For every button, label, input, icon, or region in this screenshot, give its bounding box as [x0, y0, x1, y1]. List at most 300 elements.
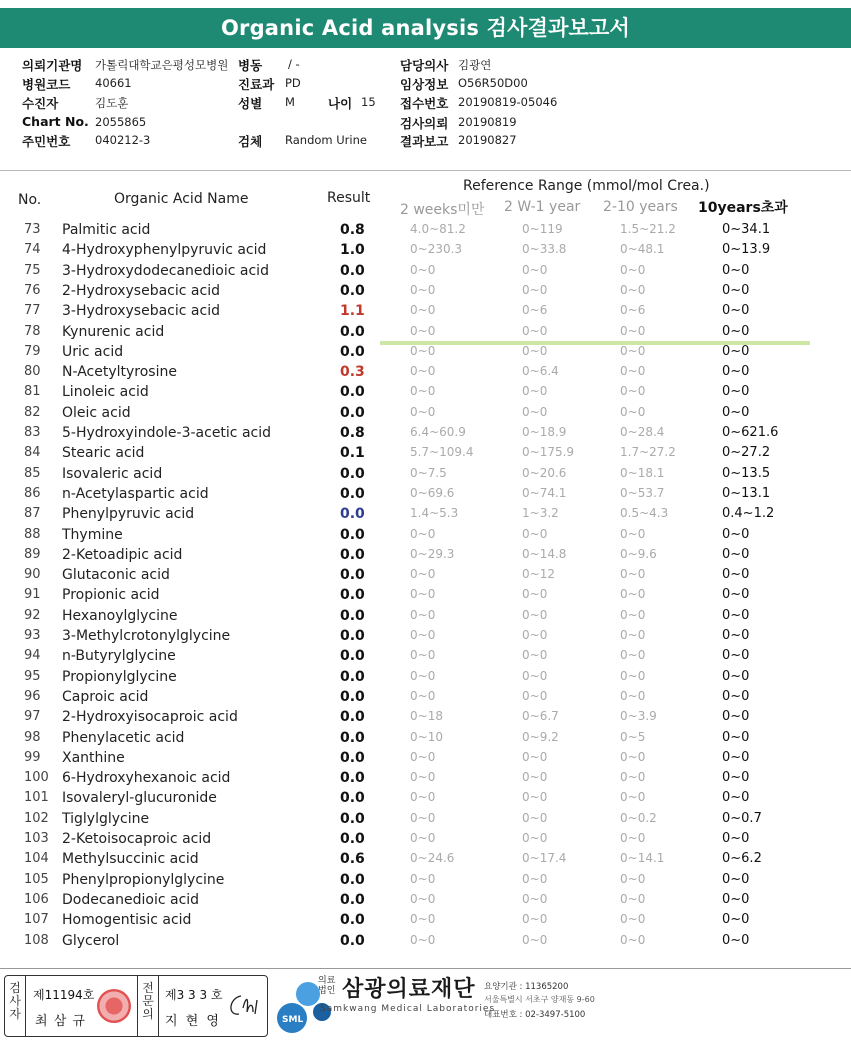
row-number: 80 [24, 364, 41, 380]
table-row [0, 283, 851, 303]
org-phone: 대표번호 : 02-3497-5100 [484, 1010, 586, 1020]
org-name: 삼광의료재단 [342, 977, 476, 1002]
info-label: 주민번호 [22, 134, 71, 149]
result-value: 0.0 [340, 465, 365, 482]
row-number: 88 [24, 526, 41, 542]
acid-name: Uric acid [62, 343, 124, 360]
range-2-10y: 0~0 [620, 343, 646, 358]
signature-icon [223, 988, 263, 1024]
range-2w-1y: 0~0 [522, 384, 548, 399]
row-number: 102 [24, 810, 49, 826]
table-row [0, 405, 851, 425]
range-2w-1y: 0~0 [522, 912, 548, 927]
row-number: 82 [24, 404, 41, 420]
table-row [0, 425, 851, 445]
table-row [0, 303, 851, 323]
range-2weeks: 0~0 [410, 912, 436, 927]
row-number: 99 [24, 749, 41, 765]
acid-name: 2-Hydroxyisocaproic acid [62, 709, 238, 726]
result-value: 0.0 [340, 668, 365, 685]
table-row [0, 222, 851, 242]
result-value: 0.0 [340, 709, 365, 726]
acid-name: Phenylpropionylglycine [62, 871, 225, 888]
range-over-10y: 0~0 [722, 364, 750, 380]
acid-name: N-Acetyltyrosine [62, 364, 177, 381]
age-label: 나이 [328, 96, 353, 111]
info-label: Chart No. [22, 114, 89, 129]
range-2w-1y: 0~119 [522, 222, 563, 236]
range-over-10y: 0~0 [722, 323, 750, 339]
range-2w-1y: 0~0 [522, 323, 548, 338]
range-2weeks: 0~0 [410, 323, 436, 338]
range-2weeks: 0~0 [410, 526, 436, 541]
table-row [0, 872, 851, 892]
range-over-10y: 0~0.7 [722, 810, 762, 826]
range-2w-1y: 0~0 [522, 871, 548, 886]
range-over-10y: 0~13.9 [722, 242, 771, 258]
range-over-10y: 0~0 [722, 607, 750, 623]
range-2-10y: 1.7~27.2 [620, 445, 676, 460]
range-2weeks: 0~0 [410, 343, 436, 358]
range-2w-1y: 0~0 [522, 587, 548, 602]
range-2w-1y: 0~6.4 [522, 364, 559, 379]
table-row [0, 730, 851, 750]
info-label: 결과보고 [400, 134, 449, 149]
row-number: 84 [24, 445, 41, 461]
result-value: 0.0 [340, 891, 365, 908]
row-number: 89 [24, 546, 41, 562]
range-2-10y: 0~5 [620, 729, 646, 744]
result-value: 0.0 [340, 587, 365, 604]
range-2-10y: 0~0 [620, 364, 646, 379]
report-title-bar [0, 8, 851, 48]
row-number: 74 [24, 242, 41, 258]
range-2w-1y: 0~6 [522, 303, 548, 318]
acid-name: Stearic acid [62, 445, 145, 462]
acid-name: Glycerol [62, 932, 120, 949]
range-over-10y: 0~0 [722, 932, 750, 948]
col-range-2: 2 W-1 year [504, 199, 581, 215]
result-value: 0.0 [340, 932, 365, 949]
acid-name: n-Butyrylglycine [62, 648, 176, 665]
col-no: No. [18, 192, 42, 208]
range-2-10y: 0~0 [620, 587, 646, 602]
range-2weeks: 0~0 [410, 932, 436, 947]
range-2-10y: 0~0 [620, 912, 646, 927]
acid-name: Methylsuccinic acid [62, 851, 199, 868]
acid-name: 3-Hydroxydodecanedioic acid [62, 262, 269, 279]
range-over-10y: 0~0 [722, 668, 750, 684]
range-2-10y: 0~0 [620, 323, 646, 338]
range-2w-1y: 0~33.8 [522, 242, 567, 257]
row-number: 103 [24, 831, 49, 846]
range-2w-1y: 0~0 [522, 526, 548, 541]
range-2-10y: 0~0 [620, 932, 646, 947]
patient-info [0, 52, 851, 170]
range-2w-1y: 0~0 [522, 770, 548, 785]
info-label: 검체 [238, 134, 263, 149]
row-number: 92 [24, 607, 41, 623]
acid-name: 2-Hydroxysebacic acid [62, 282, 220, 299]
range-over-10y: 0~0 [722, 871, 750, 887]
range-2weeks: 1.4~5.3 [410, 506, 459, 521]
acid-name: Hexanoylglycine [62, 607, 178, 624]
org-code: 요양기관 : 11365200 [484, 982, 569, 992]
info-label: 검사의뢰 [400, 116, 449, 131]
row-number: 86 [24, 485, 41, 501]
range-2-10y: 0~0 [620, 628, 646, 642]
row-number: 108 [24, 932, 49, 948]
logo-badge: SML [282, 1015, 304, 1025]
range-2w-1y: 0~14.8 [522, 546, 567, 561]
range-2w-1y: 0~0 [522, 404, 548, 419]
row-number: 105 [24, 871, 49, 887]
row-number: 87 [24, 506, 41, 522]
range-over-10y: 0~0 [722, 688, 750, 704]
range-2w-1y: 0~20.6 [522, 465, 567, 480]
info-label: 수진자 [22, 96, 59, 111]
range-2weeks: 6.4~60.9 [410, 425, 466, 439]
result-value: 0.0 [340, 688, 365, 705]
org-prefix: 의료법인 [318, 976, 336, 996]
range-2weeks: 0~0 [410, 567, 436, 582]
result-value: 0.0 [340, 384, 365, 401]
range-2weeks: 0~0 [410, 648, 436, 663]
range-2-10y: 0~0 [620, 526, 646, 541]
col-range-1: 2 weeks미만 [400, 202, 485, 218]
result-value: 0.0 [340, 343, 365, 360]
row-number: 96 [24, 688, 41, 704]
range-2weeks: 0~7.5 [410, 465, 447, 480]
range-2weeks: 0~0 [410, 607, 436, 622]
range-2w-1y: 0~0 [522, 749, 548, 764]
result-value: 0.0 [340, 831, 365, 847]
table-row [0, 324, 851, 344]
range-2w-1y: 0~17.4 [522, 851, 567, 866]
result-value: 0.0 [340, 790, 365, 807]
range-2w-1y: 0~0 [522, 891, 548, 906]
table-row [0, 790, 851, 810]
info-label: 의뢰기관명 [22, 58, 83, 73]
examiner-name: 최 삼 규 [35, 1014, 86, 1029]
range-over-10y: 0~13.5 [722, 465, 771, 481]
info-value: / - [288, 57, 300, 71]
row-number: 97 [24, 709, 41, 725]
acid-name: Xanthine [62, 749, 125, 766]
acid-name: Dodecanedioic acid [62, 891, 200, 908]
range-over-10y: 0~13.1 [722, 485, 771, 501]
range-2-10y: 0~6 [620, 303, 646, 318]
range-over-10y: 0~0 [722, 587, 750, 603]
row-number: 95 [24, 668, 41, 684]
info-value: 040212-3 [95, 133, 151, 147]
info-value: 2055865 [95, 115, 147, 129]
footer [0, 968, 851, 1040]
row-number: 104 [24, 851, 49, 867]
range-2-10y: 0~0 [620, 749, 646, 764]
info-value: Random Urine [285, 133, 367, 147]
examiner-label: 검 사 자 [9, 981, 21, 1021]
range-2w-1y: 0~12 [522, 567, 555, 582]
specialist-label: 전 문 의 [142, 981, 154, 1021]
row-number: 100 [24, 770, 49, 786]
range-2weeks: 0~0 [410, 770, 436, 785]
range-2-10y: 0~0 [620, 831, 646, 845]
result-value: 0.6 [340, 851, 365, 868]
range-over-10y: 0~34.1 [722, 222, 771, 237]
range-2-10y: 0~48.1 [620, 242, 665, 257]
range-over-10y: 0~0 [722, 648, 750, 664]
acid-name: Isovaleryl-glucuronide [62, 790, 217, 807]
result-value: 0.0 [340, 729, 365, 746]
table-row [0, 587, 851, 607]
range-over-10y: 0~0 [722, 729, 750, 745]
range-over-10y: 0~0 [722, 303, 750, 319]
table-row [0, 933, 851, 953]
range-2w-1y: 0~6.7 [522, 709, 559, 724]
range-2weeks: 4.0~81.2 [410, 222, 466, 236]
info-value: O56R50D00 [458, 76, 528, 90]
col-reference: Reference Range (mmol/mol Crea.) [463, 178, 710, 194]
result-value: 0.0 [340, 546, 365, 563]
col-name: Organic Acid Name [114, 191, 249, 207]
row-number: 98 [24, 729, 41, 745]
examiner-license: 제11194호 [33, 988, 95, 1002]
result-value: 0.0 [340, 749, 365, 766]
table-row [0, 811, 851, 831]
info-value: M [285, 95, 295, 109]
row-number: 83 [24, 425, 41, 440]
row-number: 101 [24, 790, 49, 806]
result-value: 0.1 [340, 445, 365, 462]
row-number: 107 [24, 912, 49, 928]
acid-name: 2-Ketoadipic acid [62, 546, 183, 563]
range-over-10y: 0~0 [722, 567, 750, 583]
range-2w-1y: 0~175.9 [522, 445, 575, 460]
range-over-10y: 0~0 [722, 526, 750, 542]
result-value: 0.0 [340, 262, 365, 279]
range-2weeks: 0~0 [410, 891, 436, 906]
range-over-10y: 0~0 [722, 912, 750, 928]
range-over-10y: 0~0 [722, 384, 750, 400]
info-value: 20190827 [458, 133, 517, 147]
table-row [0, 445, 851, 465]
acid-name: 4-Hydroxyphenylpyruvic acid [62, 242, 267, 259]
table-row [0, 466, 851, 486]
range-over-10y: 0~0 [722, 628, 750, 643]
range-2-10y: 0~0 [620, 262, 646, 277]
range-2weeks: 0~29.3 [410, 546, 455, 561]
range-over-10y: 0~0 [722, 282, 750, 298]
specialist-name: 지 현 영 [165, 1014, 221, 1029]
range-2weeks: 0~0 [410, 587, 436, 602]
row-number: 93 [24, 628, 41, 643]
col-result: Result [327, 190, 371, 206]
table-row [0, 892, 851, 912]
result-value: 0.0 [340, 485, 365, 502]
table-row [0, 689, 851, 709]
range-2weeks: 0~0 [410, 282, 436, 297]
table-row [0, 242, 851, 262]
table-row [0, 384, 851, 404]
result-value: 0.0 [340, 607, 365, 624]
result-value: 0.0 [340, 404, 365, 421]
range-over-10y: 0~0 [722, 546, 750, 562]
range-2-10y: 1.5~21.2 [620, 222, 676, 236]
range-2weeks: 5.7~109.4 [410, 445, 474, 460]
range-over-10y: 0~27.2 [722, 445, 771, 461]
acid-name: 3-Methylcrotonylglycine [62, 628, 231, 644]
table-row [0, 669, 851, 689]
row-number: 77 [24, 303, 41, 319]
seal-icon [97, 989, 131, 1023]
range-over-10y: 0~621.6 [722, 425, 779, 440]
table-row [0, 648, 851, 668]
row-number: 76 [24, 282, 41, 298]
range-2weeks: 0~0 [410, 384, 436, 399]
result-value: 0.0 [340, 648, 365, 665]
range-over-10y: 0.4~1.2 [722, 506, 775, 522]
age-value: 15 [361, 95, 376, 109]
acid-name: Oleic acid [62, 404, 131, 421]
result-value: 0.0 [340, 770, 365, 787]
acid-name: 2-Ketoisocaproic acid [62, 831, 212, 847]
range-2weeks: 0~0 [410, 688, 436, 703]
row-number: 91 [24, 587, 41, 603]
range-2weeks: 0~0 [410, 790, 436, 805]
range-2weeks: 0~0 [410, 303, 436, 318]
result-value: 0.0 [340, 567, 365, 584]
range-over-10y: 0~0 [722, 790, 750, 806]
range-2w-1y: 1~3.2 [522, 506, 559, 521]
acid-name: Phenylacetic acid [62, 729, 185, 746]
range-2-10y: 0~0 [620, 871, 646, 886]
range-2weeks: 0~0 [410, 871, 436, 886]
range-2weeks: 0~10 [410, 729, 443, 744]
range-over-10y: 0~0 [722, 343, 750, 359]
table-row [0, 263, 851, 283]
info-label: 병동 [238, 58, 263, 73]
acid-name: Tiglylglycine [62, 810, 150, 827]
range-2-10y: 0~0 [620, 567, 646, 582]
table-row [0, 506, 851, 526]
info-value: 40661 [95, 76, 132, 90]
range-2weeks: 0~0 [410, 831, 436, 845]
col-range-4: 10years초과 [698, 200, 788, 216]
info-label: 진료과 [238, 77, 275, 92]
result-value: 1.1 [340, 303, 365, 320]
table-row [0, 912, 851, 932]
range-2weeks: 0~0 [410, 749, 436, 764]
range-2-10y: 0~3.9 [620, 709, 657, 724]
range-2-10y: 0~9.6 [620, 546, 657, 561]
range-2-10y: 0~0 [620, 668, 646, 683]
range-over-10y: 0~0 [722, 404, 750, 420]
table-row [0, 547, 851, 567]
result-value: 0.0 [340, 323, 365, 340]
table-row [0, 831, 851, 851]
row-number: 90 [24, 567, 41, 583]
table-row [0, 851, 851, 871]
result-value: 0.3 [340, 364, 365, 381]
table-row [0, 344, 851, 364]
range-2-10y: 0~0 [620, 648, 646, 663]
table-row [0, 628, 851, 648]
result-value: 1.0 [340, 242, 365, 259]
info-value: 가톨릭대학교은평성모병원 [95, 58, 229, 72]
range-2weeks: 0~0 [410, 404, 436, 419]
range-2w-1y: 0~0 [522, 932, 548, 947]
range-2weeks: 0~0 [410, 262, 436, 277]
range-2-10y: 0~0 [620, 404, 646, 419]
row-number: 94 [24, 648, 41, 664]
range-2-10y: 0~53.7 [620, 485, 665, 500]
info-label: 병원코드 [22, 77, 71, 92]
table-header [0, 170, 851, 222]
range-2-10y: 0~0 [620, 688, 646, 703]
result-value: 0.8 [340, 222, 365, 238]
range-2-10y: 0~18.1 [620, 465, 665, 480]
table-row [0, 486, 851, 506]
range-2weeks: 0~0 [410, 364, 436, 379]
range-over-10y: 0~0 [722, 831, 750, 846]
acid-name: Caproic acid [62, 688, 149, 705]
table-row [0, 527, 851, 547]
info-value: 김도훈 [95, 96, 129, 110]
range-2weeks: 0~0 [410, 628, 436, 642]
result-value: 0.0 [340, 810, 365, 827]
range-2-10y: 0~0 [620, 607, 646, 622]
result-value: 0.0 [340, 912, 365, 929]
range-2w-1y: 0~0 [522, 688, 548, 703]
range-2weeks: 0~24.6 [410, 851, 455, 866]
range-2w-1y: 0~0 [522, 648, 548, 663]
range-2weeks: 0~0 [410, 810, 436, 825]
range-over-10y: 0~0 [722, 891, 750, 907]
row-number: 85 [24, 465, 41, 481]
range-2w-1y: 0~9.2 [522, 729, 559, 744]
row-number: 79 [24, 343, 41, 359]
result-value: 0.0 [340, 506, 365, 523]
range-2w-1y: 0~74.1 [522, 485, 567, 500]
range-2-10y: 0~0 [620, 282, 646, 297]
table-row [0, 750, 851, 770]
range-2-10y: 0~0.2 [620, 810, 657, 825]
result-value: 0.0 [340, 871, 365, 888]
acid-name: Propionic acid [62, 587, 160, 604]
info-label: 성별 [238, 96, 263, 111]
info-value: 김광연 [458, 58, 492, 72]
range-2-10y: 0~0 [620, 384, 646, 399]
range-2-10y: 0~0 [620, 790, 646, 805]
range-2-10y: 0.5~4.3 [620, 506, 669, 521]
range-over-10y: 0~0 [722, 262, 750, 278]
range-2-10y: 0~14.1 [620, 851, 665, 866]
info-value: PD [285, 76, 301, 90]
range-2weeks: 0~18 [410, 709, 443, 724]
report-title: Organic Acid analysis 검사결과보고서 [220, 16, 631, 40]
table-row [0, 567, 851, 587]
range-2w-1y: 0~0 [522, 628, 548, 642]
acid-name: 5-Hydroxyindole-3-acetic acid [62, 425, 272, 441]
range-2w-1y: 0~0 [522, 282, 548, 297]
acid-name: Phenylpyruvic acid [62, 506, 195, 523]
range-over-10y: 0~0 [722, 749, 750, 765]
acid-name: Isovaleric acid [62, 465, 163, 482]
acid-name: Glutaconic acid [62, 567, 170, 584]
acid-name: 6-Hydroxyhexanoic acid [62, 770, 231, 787]
range-2w-1y: 0~0 [522, 810, 548, 825]
